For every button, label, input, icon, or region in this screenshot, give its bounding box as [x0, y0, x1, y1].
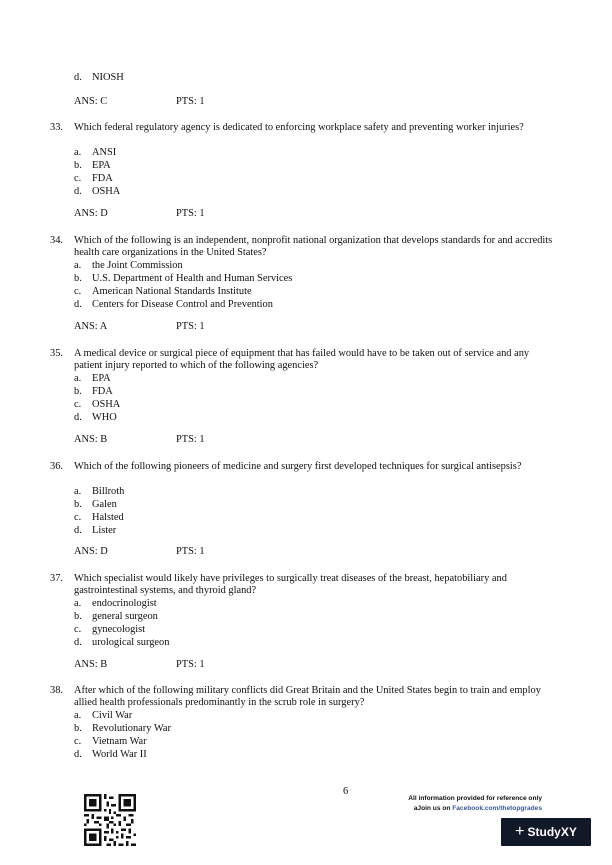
- points-label: PTS: 1: [176, 434, 205, 445]
- question-text: Which of the following pioneers of medicine and surgery first developed techniques for surgical antisepsis?: [74, 461, 522, 472]
- question-number: 37.: [50, 573, 63, 584]
- option-letter: d.: [74, 749, 82, 760]
- option-text: Civil War: [92, 710, 133, 721]
- option-letter: c.: [74, 736, 82, 747]
- option-item: [74, 723, 171, 736]
- points-label: PTS: 1: [176, 96, 205, 107]
- option-letter: a.: [74, 710, 82, 721]
- question-text: Which of the following is an independent, nonprofit national organization that develops standards for and accredits health care organizations in the United States?: [74, 235, 553, 259]
- question-number: 34.: [50, 235, 63, 246]
- points-label: PTS: 1: [176, 321, 205, 332]
- option-item: [74, 299, 273, 312]
- answer-label: ANS: D: [74, 546, 108, 557]
- option-text: Vietnam War: [92, 736, 147, 747]
- points-label: PTS: 1: [176, 659, 205, 670]
- option-text: Halsted: [92, 512, 124, 523]
- option-text: NIOSH: [92, 72, 124, 83]
- option-letter: d.: [74, 525, 82, 536]
- option-text: Centers for Disease Control and Prevention: [92, 299, 273, 310]
- footer-note: [370, 794, 542, 813]
- option-item: [74, 373, 111, 386]
- option-item: [74, 710, 132, 723]
- option-letter: c.: [74, 286, 82, 297]
- option-item: [74, 736, 147, 749]
- question-text: After which of the following military conflicts did Great Britain and the United States begin to train and employ allied health professionals predominantly in the scrub role in surgery?: [74, 685, 541, 709]
- answer-label: ANS: D: [74, 208, 108, 219]
- question-number: 33.: [50, 122, 63, 133]
- option-item: [74, 749, 147, 762]
- option-letter: b.: [74, 273, 82, 284]
- option-text: the Joint Commission: [92, 260, 183, 271]
- qr-code-icon: [84, 794, 136, 846]
- option-letter: a.: [74, 486, 82, 497]
- option-text: American National Standards Institute: [92, 286, 252, 297]
- footer-join-line: [370, 804, 542, 814]
- option-letter: b.: [74, 723, 82, 734]
- option-letter: b.: [74, 611, 82, 622]
- option-text: endocrinologist: [92, 598, 157, 609]
- option-letter: a.: [74, 373, 82, 384]
- option-item: [74, 386, 113, 399]
- option-item: [74, 499, 117, 512]
- question-number: 38.: [50, 685, 63, 696]
- option-item: [74, 286, 252, 299]
- option-item: [74, 186, 120, 199]
- option-item: [74, 512, 124, 525]
- option-item: [74, 399, 120, 412]
- option-item: [74, 525, 116, 538]
- studyxy-brand: StudyXY: [527, 825, 577, 839]
- footer-join-prefix: aJoin us on: [413, 804, 451, 812]
- option-item: [74, 637, 169, 650]
- question-text: A medical device or surgical piece of equipment that has failed would have to be taken out of service and any patient injury reported to which of the following agencies?: [74, 348, 530, 372]
- option-item: [74, 486, 124, 499]
- option-text: Galen: [92, 499, 117, 510]
- option-text: Lister: [92, 525, 117, 536]
- option-letter: c.: [74, 624, 82, 635]
- option-text: general surgeon: [92, 611, 158, 622]
- option-item: [74, 160, 111, 173]
- studyxy-badge[interactable]: [501, 818, 591, 846]
- answer-label: ANS: B: [74, 659, 108, 670]
- option-letter: c.: [74, 399, 82, 410]
- question-number: 36.: [50, 461, 63, 472]
- plus-icon: +: [515, 823, 525, 840]
- option-letter: b.: [74, 386, 82, 397]
- option-letter: c.: [74, 173, 82, 184]
- answer-label: ANS: C: [74, 96, 108, 107]
- page-number: 6: [343, 786, 349, 797]
- option-letter: a.: [74, 260, 82, 271]
- option-letter: b.: [74, 499, 82, 510]
- option-letter: d.: [74, 299, 82, 310]
- option-item: [74, 412, 117, 425]
- option-letter: c.: [74, 512, 82, 523]
- option-text: gynecologist: [92, 624, 146, 635]
- points-label: PTS: 1: [176, 546, 205, 557]
- option-text: urological surgeon: [92, 637, 170, 648]
- option-text: EPA: [92, 373, 111, 384]
- option-letter: b.: [74, 160, 82, 171]
- option-item: [74, 598, 157, 611]
- option-item: [74, 72, 124, 85]
- option-text: World War II: [92, 749, 147, 760]
- option-item: [74, 173, 113, 186]
- footer-reference-line: All information provided for reference only: [408, 795, 542, 802]
- answer-label: ANS: B: [74, 434, 108, 445]
- option-text: FDA: [92, 386, 113, 397]
- option-letter: a.: [74, 598, 82, 609]
- option-text: EPA: [92, 160, 111, 171]
- option-letter: d.: [74, 412, 82, 423]
- option-letter: d.: [74, 186, 82, 197]
- option-text: Revolutionary War: [92, 723, 171, 734]
- question-number: 35.: [50, 348, 63, 359]
- option-text: OSHA: [92, 399, 121, 410]
- question-text: Which specialist would likely have privileges to surgically treat diseases of the breast, hepatobiliary and gastrointestinal systems, and thyroid gland?: [74, 573, 507, 597]
- option-text: ANSI: [92, 147, 117, 158]
- option-item: [74, 147, 116, 160]
- option-item: [74, 624, 145, 637]
- option-letter: a.: [74, 147, 82, 158]
- points-label: PTS: 1: [176, 208, 205, 219]
- option-item: [74, 611, 158, 624]
- option-letter: d.: [74, 72, 82, 83]
- question-text: Which federal regulatory agency is dedicated to enforcing workplace safety and preventing worker injuries?: [74, 122, 524, 133]
- option-item: [74, 260, 183, 273]
- option-text: WHO: [92, 412, 117, 423]
- option-letter: d.: [74, 637, 82, 648]
- option-text: U.S. Department of Health and Human Services: [92, 273, 293, 284]
- option-text: OSHA: [92, 186, 121, 197]
- answer-label: ANS: A: [74, 321, 108, 332]
- option-text: Billroth: [92, 486, 125, 497]
- option-item: [74, 273, 292, 286]
- option-text: FDA: [92, 173, 113, 184]
- facebook-link[interactable]: Facebook.com/thetopgrades: [452, 804, 542, 812]
